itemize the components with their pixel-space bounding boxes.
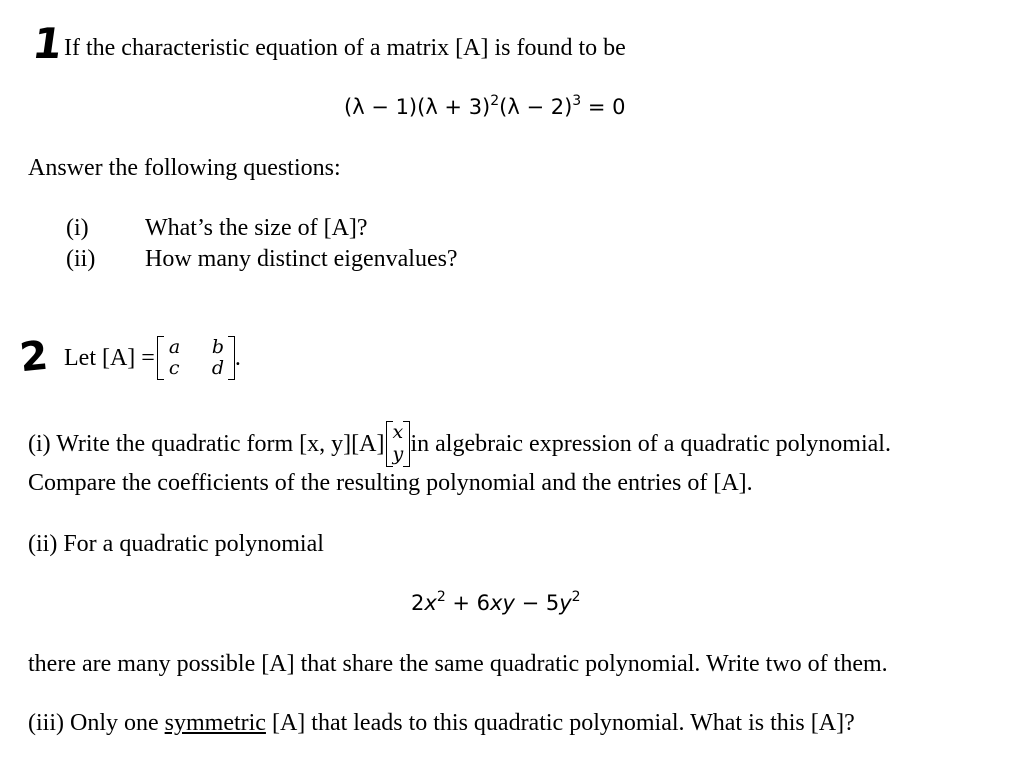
part-iii-before: (iii) Only one — [28, 710, 165, 736]
part-i-before: (i) Write the quadratic form [x, y][A] — [28, 431, 385, 457]
matrix-period: . — [234, 345, 241, 371]
part-ii-followup: there are many possible [A] that share the same quadratic polynomial. Write two of them. — [28, 651, 888, 677]
poly-term-1-exp: 2 — [436, 589, 446, 605]
vector-right-bracket — [403, 421, 410, 467]
part-i-line-1 — [28, 420, 891, 468]
poly-term-2: + 6 — [445, 591, 491, 615]
vector-entry-y: y — [392, 443, 404, 465]
eq-factor-2-exponent: 2 — [490, 93, 500, 109]
question-text-ii: How many distinct eigenvalues? — [145, 246, 458, 272]
eq-factor-2: (λ + 3) — [417, 95, 491, 119]
poly-term-3-exp: 2 — [571, 589, 581, 605]
answer-prompt: Answer the following questions: — [28, 155, 341, 181]
matrix-entry-d: d — [211, 357, 225, 379]
eq-factor-3: (λ − 2) — [499, 95, 573, 119]
part-iii-after: [A] that leads to this quadratic polynomial. What is this [A]? — [265, 710, 855, 736]
part-i-line-2: Compare the coefficients of the resulting polynomial and the entries of [A]. — [28, 470, 753, 496]
question-label-i: (i) — [66, 215, 89, 241]
matrix-entry-a: a — [168, 336, 181, 358]
problem-number-2: 2 — [17, 332, 51, 382]
poly-term-2-vars: xy — [490, 591, 515, 615]
part-i-after: in algebraic expression of a quadratic polynomial. — [410, 431, 891, 457]
poly-term-1-var: x — [424, 591, 437, 615]
problem1-intro: If the characteristic equation of a matrix [A] is found to be — [64, 35, 626, 61]
question-text-i: What’s the size of [A]? — [145, 215, 368, 241]
poly-term-3: − 5 — [514, 591, 560, 615]
problem-number-1: 1 — [29, 19, 66, 68]
quadratic-polynomial — [411, 590, 581, 616]
poly-term-1-coef: 2 — [411, 591, 425, 615]
matrix-right-bracket — [228, 336, 235, 380]
characteristic-equation — [344, 94, 626, 120]
question-label-ii: (ii) — [66, 246, 96, 272]
matrix-left-bracket — [157, 336, 164, 380]
let-text: Let [A] = — [64, 345, 155, 371]
matrix-A — [157, 336, 235, 380]
matrix-entry-b: b — [211, 336, 225, 358]
matrix-entry-c: c — [168, 357, 180, 379]
column-vector-xy — [386, 421, 410, 467]
part-iii-underlined: symmetric — [164, 710, 266, 736]
eq-factor-1: (λ − 1) — [344, 95, 418, 119]
eq-rhs: = 0 — [581, 95, 626, 119]
poly-term-3-var: y — [559, 591, 572, 615]
let-matrix-line — [64, 336, 241, 380]
eq-factor-3-exponent: 3 — [572, 93, 582, 109]
vector-entry-x: x — [392, 421, 404, 443]
part-iii-line — [28, 709, 855, 737]
part-ii-text: (ii) For a quadratic polynomial — [28, 531, 324, 557]
